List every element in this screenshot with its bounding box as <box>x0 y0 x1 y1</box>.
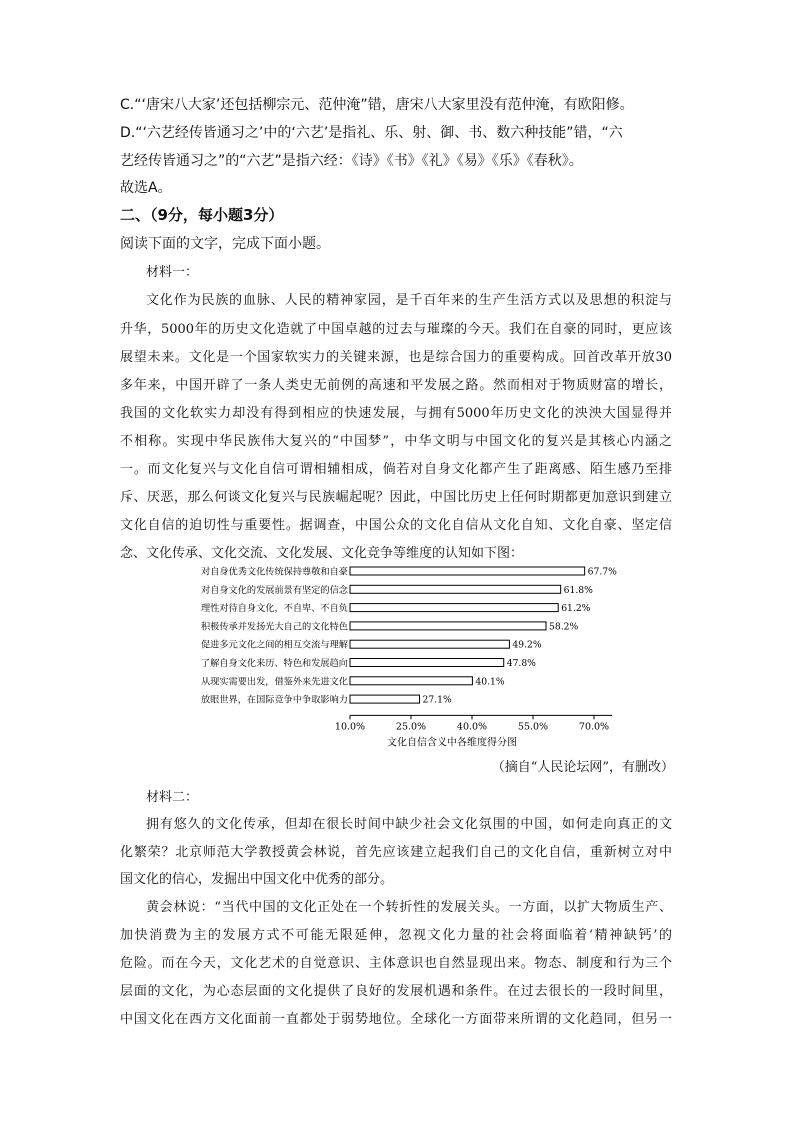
value-label: 61.8% <box>563 584 593 596</box>
material2-line: 黄会林说：“当代中国的文化正处在一个转折性的发展关头。一方面，以扩大物质生产、 <box>146 900 672 915</box>
bar <box>350 640 509 648</box>
x-tick-label: 40.0% <box>456 721 488 733</box>
x-tick-label: 70.0% <box>578 721 610 733</box>
category-label: 放眼世界，在国际竞争中争取影响力 <box>201 694 348 706</box>
material1-line: 我国的文化软实力却没有得到相应的快速发展，与拥有5000年历史文化的泱泱大国显得并 <box>120 406 672 421</box>
answer-option-d-line2: 艺经传皆通习之”的“六艺”是指六经：《诗》《书》《礼》《易》《乐》《春秋》。 <box>120 153 583 169</box>
answer-option-d-line1: D.“‘六艺经传皆通习之’中的‘六艺’是指礼、乐、射、御、书、数六种技能”错，“六 <box>120 125 623 141</box>
category-label: 促进多元文化之间的相互交流与理解 <box>201 639 348 651</box>
x-tick-label: 10.0% <box>334 721 366 733</box>
material2-line: 层面的文化，为心态层面的文化提供了良好的发展机遇和条件。在过去很长的一段时间里， <box>120 984 672 999</box>
value-label: 67.7% <box>587 566 617 578</box>
section-heading: 二、（9分，每小题3分） <box>120 206 284 224</box>
material1-label: 材料一： <box>146 265 199 280</box>
material1-line: 文化自信的迫切性与重要性。据调查，中国公众的文化自信从文化自知、文化自豪、坚定信 <box>120 518 672 533</box>
category-label: 了解自身文化来历、特色和发展趋向 <box>201 658 348 669</box>
material1-source: （摘自“人民论坛网”，有删改） <box>491 760 674 775</box>
x-tick-label: 25.0% <box>395 721 427 733</box>
material1-line: 念、文化传承、文化交流、文化发展、文化竞争等维度的认知如下图： <box>120 546 524 561</box>
category-label: 积极传承并发扬光大自己的文化特色 <box>201 621 348 633</box>
bar <box>350 695 420 703</box>
material2-line: 危险。而在今天，文化艺术的自觉意识、主体意识也自然显现出来。物态、制度和行为三个 <box>120 956 672 971</box>
bar <box>350 567 585 575</box>
material1-line: 一。而文化复兴与文化自信可谓相辅相成，倘若对自身文化都产生了距离感、陌生感乃至排 <box>120 462 672 477</box>
category-label: 对自身文化的发展前景有坚定的信念 <box>201 584 348 596</box>
answer-conclusion: 故选A。 <box>120 180 172 196</box>
bar <box>350 585 561 593</box>
material2-label: 材料二： <box>146 790 199 805</box>
value-label: 27.1% <box>422 694 452 706</box>
material2-line: 化繁荣？北京师范大学教授黄会林说，首先应该建立起我们自己的文化自信，重新树立对中 <box>120 845 672 860</box>
x-tick-label: 55.0% <box>517 721 549 733</box>
value-label: 58.2% <box>549 621 579 633</box>
value-label: 40.1% <box>475 676 505 688</box>
material2-line: 中国文化在西方文化面前一直都处于弱势地位。全球化一方面带来所谓的文化趋同，但另一 <box>120 1012 672 1027</box>
bar <box>350 659 504 667</box>
material2-line: 拥有悠久的文化传承，但却在很长时间中缺少社会文化氛围的中国，如何走向真正的文 <box>146 817 672 832</box>
value-label: 47.8% <box>506 658 536 669</box>
category-label: 从现实需要出发，借鉴外来先进文化 <box>201 676 348 688</box>
category-label: 对自身优秀文化传统保持尊敬和自豪 <box>201 566 348 578</box>
category-label: 理性对待自身文化，不自卑、不自负 <box>201 603 348 615</box>
material1-line: 不相称。实现中华民族伟大复兴的“中国梦”，中华文明与中国文化的复兴是其核心内涵之 <box>120 434 672 449</box>
bar <box>350 604 558 612</box>
chart-title: 文化自信含义中各维度得分图 <box>387 737 517 749</box>
bar <box>350 622 546 630</box>
material2-line: 加快消费为主的发展方式不可能无限延伸，忽视文化力量的社会将面临着‘精神缺钙’的 <box>120 928 672 943</box>
answer-option-c: C.“‘唐宋八大家’还包括柳宗元、范仲淹”错，唐宋八大家里没有范仲淹，有欧阳修。 <box>120 97 634 113</box>
bar-chart <box>170 562 630 749</box>
material1-line: 文化作为民族的血脉、人民的精神家园，是千百年来的生产生活方式以及思想的积淀与 <box>146 293 672 308</box>
material2-line: 国文化的信心，发掘出中国文化中优秀的部分。 <box>120 872 394 887</box>
value-label: 61.2% <box>561 603 591 615</box>
material1-line: 升华，5000年的历史文化造就了中国卓越的过去与璀璨的今天。我们在自豪的同时，更应该 <box>120 322 672 337</box>
material1-line: 多年来，中国开辟了一条人类史无前例的高速和平发展之路。然而相对于物质财富的增长， <box>120 378 672 393</box>
value-label: 49.2% <box>512 639 542 651</box>
material1-line: 斥、厌恶，那么何谈文化复兴与民族崛起呢？因此，中国比历史上任何时期都更加意识到建立 <box>120 490 672 505</box>
bar <box>350 677 472 685</box>
section-instruction: 阅读下面的文字，完成下面小题。 <box>120 236 330 252</box>
material1-line: 展望未来。文化是一个国家软实力的关键来源，也是综合国力的重要构成。回首改革开放30 <box>120 350 672 365</box>
